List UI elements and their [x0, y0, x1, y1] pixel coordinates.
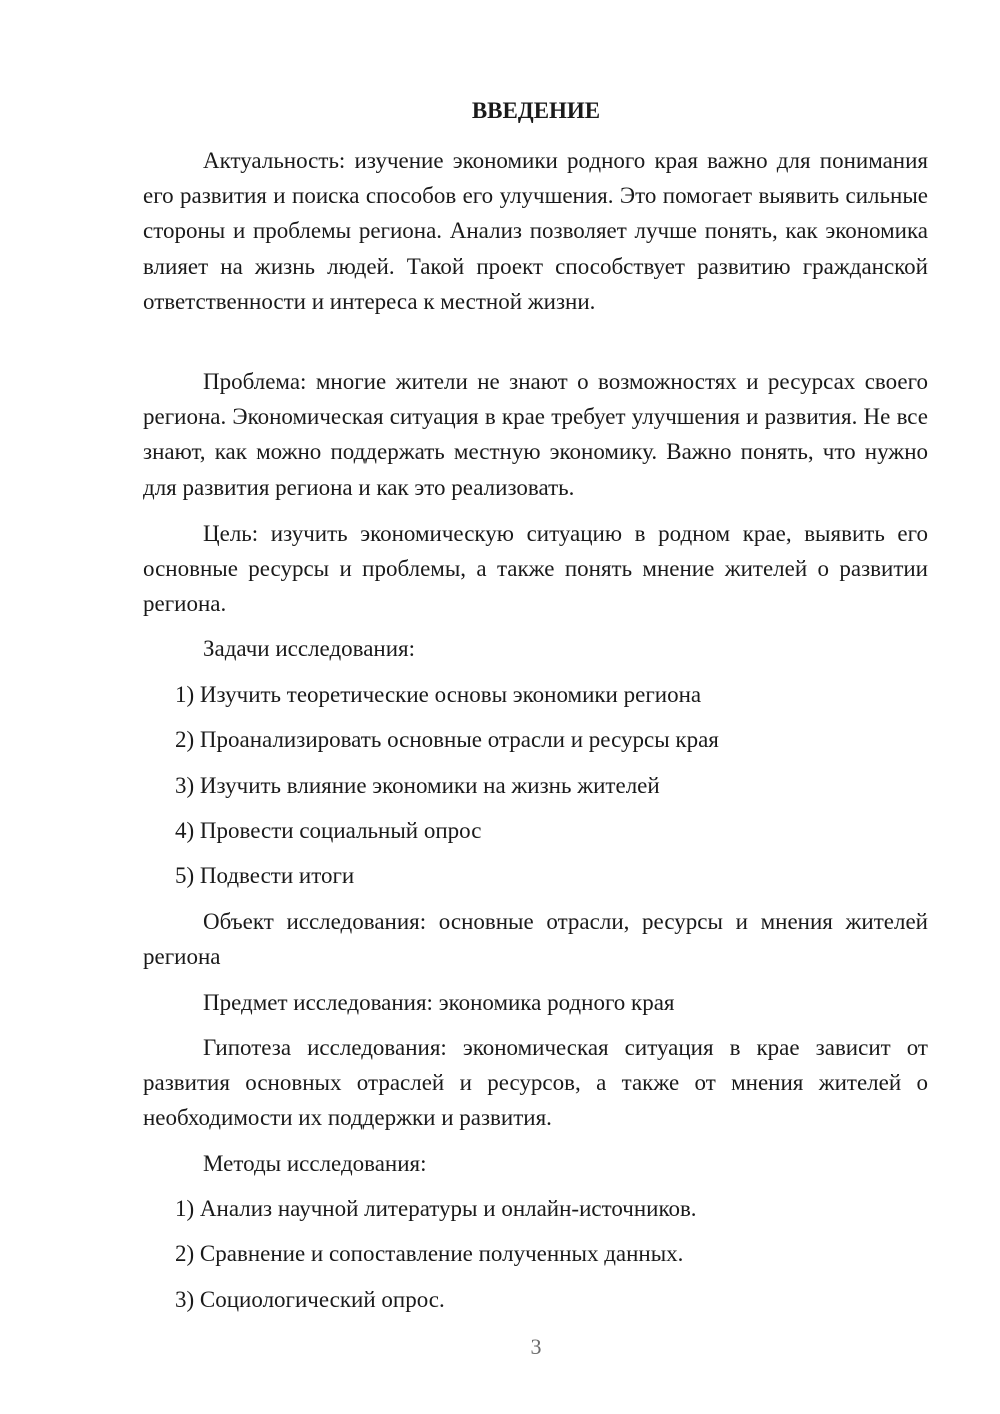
task-item: 2) Проанализировать основные отрасли и ресурсы края — [175, 727, 719, 752]
methods-title: Методы исследования: — [203, 1151, 427, 1176]
task-item: 5) Подвести итоги — [175, 863, 355, 888]
task-item: 4) Провести социальный опрос — [175, 818, 482, 843]
object-paragraph: Объект исследования: основные отрасли, ресурсы и мнения жителей региона — [143, 909, 928, 970]
section-heading: ВВЕДЕНИЕ — [471, 98, 601, 123]
subject-paragraph: Предмет исследования: экономика родного края — [203, 990, 675, 1015]
task-item: 1) Изучить теоретические основы экономики региона — [175, 682, 702, 707]
task-item: 3) Изучить влияние экономики на жизнь жителей — [175, 773, 660, 798]
relevance-paragraph: Актуальность: изучение экономики родного края важно для понимания его развития и поиска способов его улучшения. Это помогает выявить сильные стороны и проблемы региона. Анализ позволяет лучше понять, как экономика влияет на жизнь людей. Такой проект способствует развитию гражданской ответственности и интереса к местной жизни. — [143, 148, 928, 314]
hypothesis-paragraph: Гипотеза исследования: экономическая ситуация в крае зависит от развития основных отраслей и ресурсов, а также от мнения жителей о необходимости их поддержки и развития. — [143, 1035, 928, 1131]
tasks-title: Задачи исследования: — [203, 636, 416, 661]
goal-paragraph: Цель: изучить экономическую ситуацию в родном крае, выявить его основные ресурсы и проблемы, а также понять мнение жителей о развитии региона. — [143, 521, 928, 617]
method-item: 1) Анализ научной литературы и онлайн-источников. — [175, 1196, 697, 1221]
method-item: 3) Социологический опрос. — [175, 1287, 445, 1312]
problem-paragraph: Проблема: многие жители не знают о возможностях и ресурсах своего региона. Экономическая ситуация в крае требует улучшения и развития. Не все знают, как можно поддержать местную экономику. Важно понять, что нужно для развития региона и как это реализовать. — [143, 369, 928, 500]
page-number: 3 — [530, 1334, 542, 1359]
method-item: 2) Сравнение и сопоставление полученных данных. — [175, 1241, 684, 1266]
